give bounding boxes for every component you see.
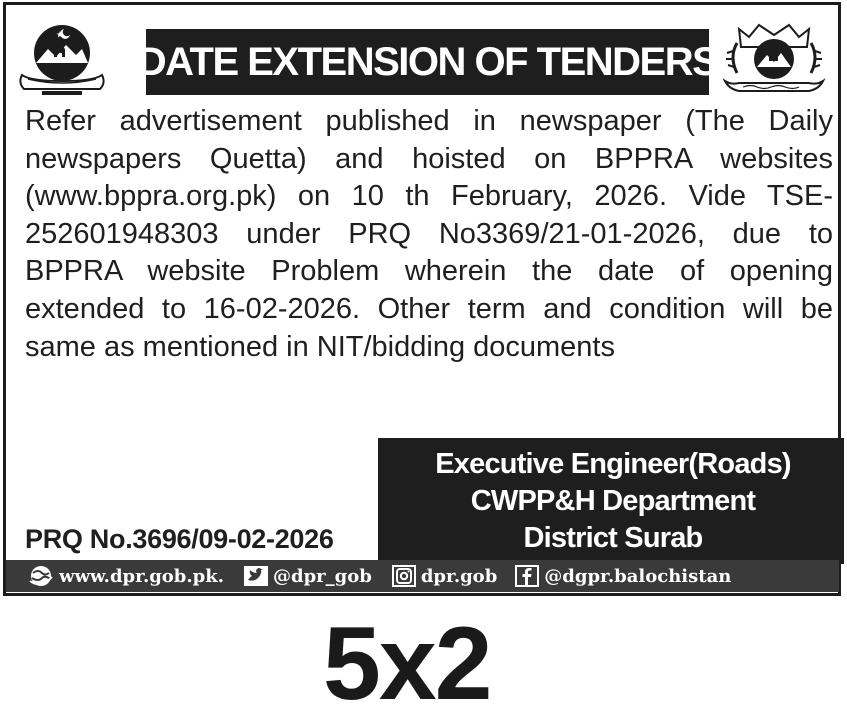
signature-department: CWPP&H Department (470, 484, 756, 517)
balochistan-emblem-left-icon (14, 19, 110, 99)
globe-icon (28, 565, 54, 587)
twitter-icon (244, 566, 268, 586)
footer-twitter-label: @dpr_gob (272, 565, 372, 587)
footer-website[interactable] (28, 565, 224, 587)
prq-number: PRQ No.3696/09-02-2026 (25, 524, 334, 554)
notice-title: DATE EXTENSION OF TENDERS (146, 29, 709, 95)
footer-facebook-label: @dgpr.balochistan (544, 565, 732, 587)
advertisement-frame (3, 2, 841, 596)
footer-social-strip (6, 560, 839, 592)
footer-facebook[interactable] (515, 565, 731, 587)
facebook-icon (515, 565, 539, 587)
signature-designation: Executive Engineer(Roads) (435, 447, 791, 480)
ad-size-label: 5x2 (323, 606, 491, 722)
notice-body: Refer advertisement published in newspaper (The Daily newspapers Quetta) and hoisted on BPPRA websites (www.bppra.org.pk) on 10 th February, 2026. Vide TSE-252601948303 under PRQ No3369/21-01-2026, due to BPPRA website Problem wherein the date of opening extended to 16-02-2026. Other term and condition will be same as mentioned in NIT/bidding documents (25, 105, 833, 363)
footer-twitter[interactable] (244, 566, 372, 587)
dgpr-emblem-right-icon (719, 17, 829, 101)
footer-instagram-label: dpr.gob (420, 565, 498, 587)
signature-district: District Surab (523, 521, 703, 554)
footer-website-label: www.dpr.gob.pk. (59, 565, 224, 587)
footer-instagram[interactable] (392, 565, 497, 587)
instagram-icon (392, 565, 416, 587)
signature-block (378, 438, 844, 564)
